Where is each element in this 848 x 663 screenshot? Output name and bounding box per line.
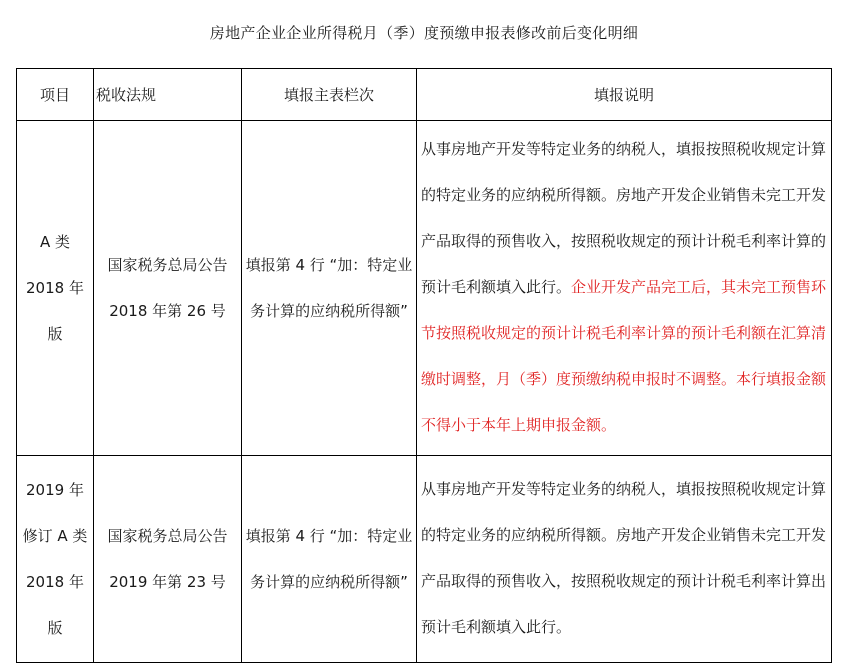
row-ref-cell: 填报第 4 行 “加：特定业务计算的应纳税所得额” xyxy=(242,456,417,663)
header-row-ref: 填报主表栏次 xyxy=(242,69,417,121)
comparison-table xyxy=(16,68,832,663)
header-item: 项目 xyxy=(17,69,94,121)
law-cell: 国家税务总局公告 2019 年第 23 号 xyxy=(94,456,242,663)
row-ref-cell: 填报第 4 行 “加：特定业务计算的应纳税所得额” xyxy=(242,121,417,456)
desc-text: 从事房地产开发等特定业务的纳税人，填报按照税收规定计算的特定业务的应纳税所得额。房地产开发企业销售未完工开发产品取得的预售收入，按照税收规定的预计计税毛利率计算的预计毛利额填入此行。 xyxy=(421,140,827,296)
table-row xyxy=(17,121,832,456)
desc-highlight-text: 企业开发产品完工后，其未完工预售环节按照税收规定的预计计税毛利率计算的预计毛利额在汇算清缴时调整，月（季）度预缴纳税申报时不调整。本行填报金额不得小于本年上期申报金额。 xyxy=(421,278,827,434)
page-title: 房地产企业企业所得税月（季）度预缴申报表修改前后变化明细 xyxy=(209,24,639,42)
item-cell: 2019 年修订 A 类 2018 年版 xyxy=(17,456,94,663)
table-row xyxy=(17,456,832,663)
law-cell: 国家税务总局公告 2018 年第 26 号 xyxy=(94,121,242,456)
table-header-row xyxy=(17,69,832,121)
desc-cell xyxy=(417,456,832,663)
item-cell: A 类 2018 年版 xyxy=(17,121,94,456)
desc-text: 从事房地产开发等特定业务的纳税人，填报按照税收规定计算的特定业务的应纳税所得额。房地产开发企业销售未完工开发产品取得的预售收入，按照税收规定的预计计税毛利率计算出预计毛利额填入此行。 xyxy=(421,480,827,636)
desc-cell xyxy=(417,121,832,456)
header-desc: 填报说明 xyxy=(417,69,832,121)
header-law: 税收法规 xyxy=(94,69,242,121)
